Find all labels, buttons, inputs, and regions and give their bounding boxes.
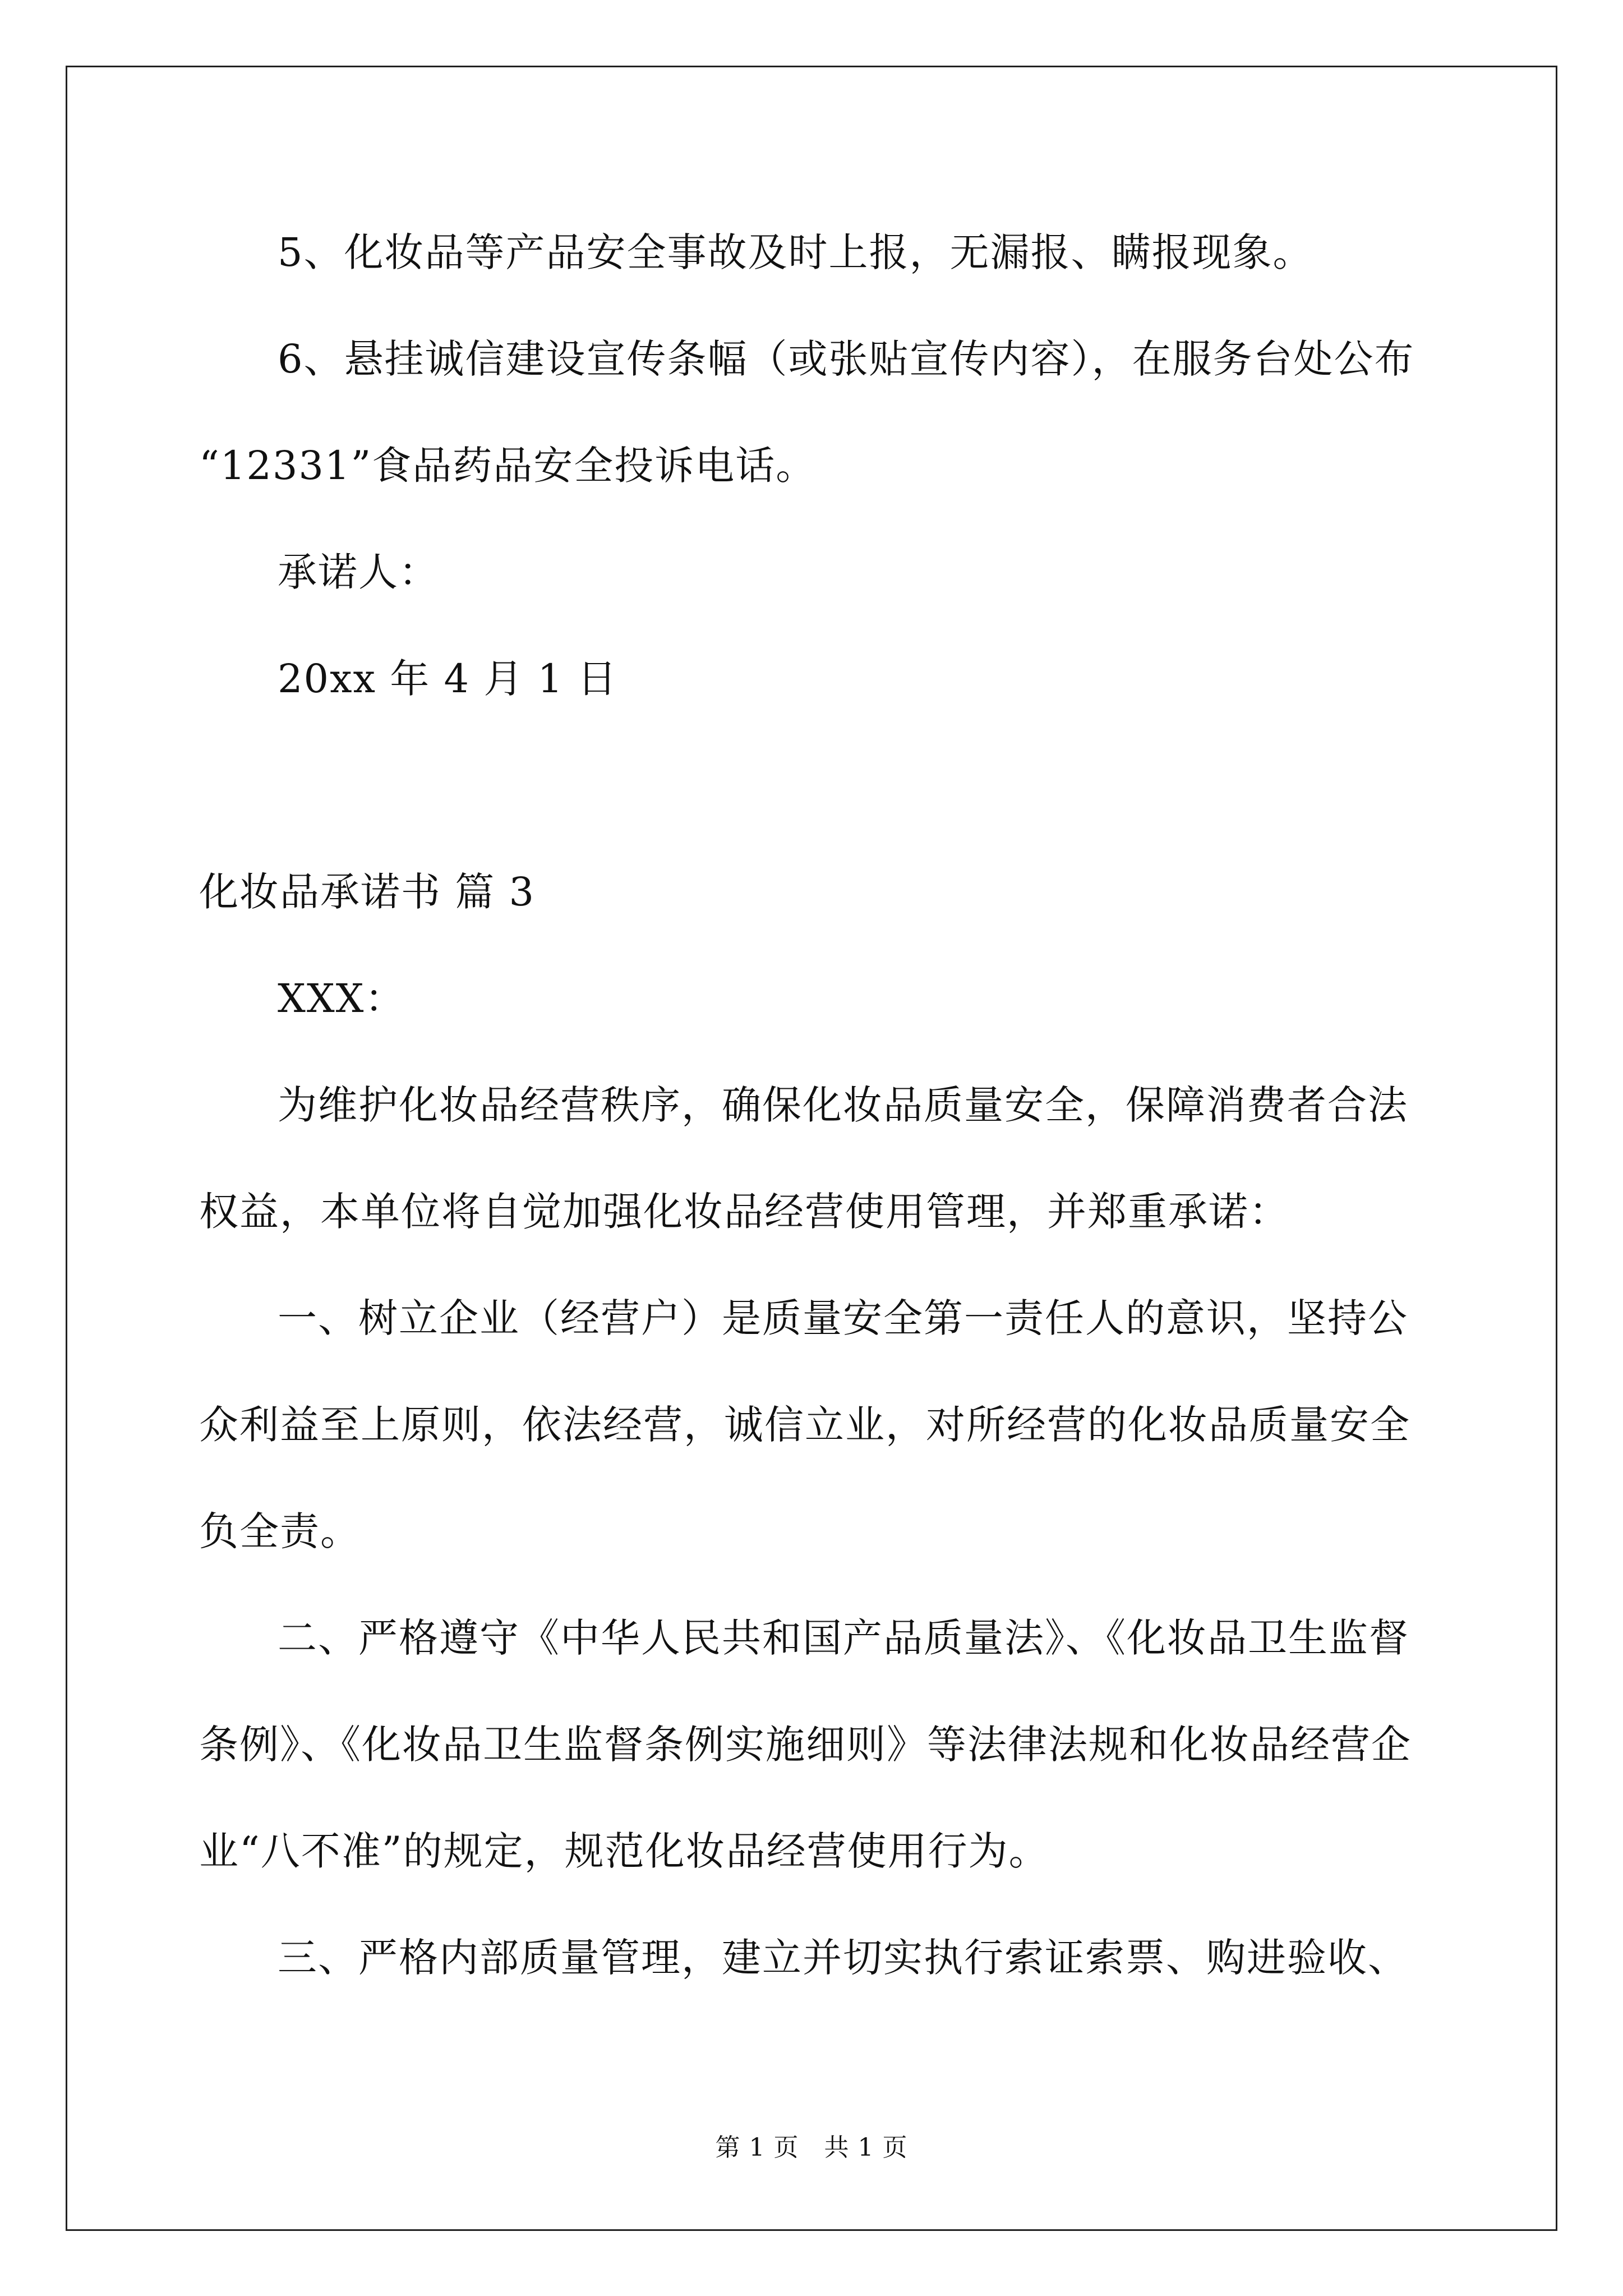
item-2-line-1: 二、严格遵守《中华人民共和国产品质量法》、《化妆品卫生监督 xyxy=(278,1615,1409,1661)
item-2-line-2: 条例》、《化妆品卫生监督条例实施细则》等法律法规和化妆品经营企 xyxy=(199,1722,1412,1768)
item-1-line-3: 负全责。 xyxy=(199,1508,361,1554)
signer-label: 承诺人： xyxy=(278,549,439,595)
item-1-line-2: 众利益至上原则，依法经营，诚信立业，对所经营的化妆品质量安全 xyxy=(199,1402,1410,1448)
salutation: XXX： xyxy=(278,976,405,1022)
item-1-line-1: 一、树立企业（经营户）是质量安全第一责任人的意识，坚持公 xyxy=(278,1295,1408,1341)
page-border xyxy=(66,66,1557,2231)
section-title: 化妆品承诺书 篇 3 xyxy=(199,869,536,915)
intro-line-2: 权益，本单位将自觉加强化妆品经营使用管理，并郑重承诺： xyxy=(199,1189,1289,1235)
paragraph-item-5: 5、化妆品等产品安全事故及时上报，无漏报、瞒报现象。 xyxy=(278,229,1313,275)
item-2-line-3: 业“八不准”的规定，规范化妆品经营使用行为。 xyxy=(199,1828,1049,1874)
signature-date: 20xx 年 4 月 1 日 xyxy=(278,656,618,702)
page-footer: 第 1 页 共 1 页 xyxy=(715,2133,908,2162)
item-3-line-1: 三、严格内部质量管理，建立并切实执行索证索票、购进验收、 xyxy=(278,1935,1408,1981)
paragraph-item-6-line-2: “12331”食品药品安全投诉电话。 xyxy=(199,443,817,489)
paragraph-item-6-line-1: 6、悬挂诚信建设宣传条幅（或张贴宣传内容），在服务台处公布 xyxy=(278,336,1415,382)
intro-line-1: 为维护化妆品经营秩序，确保化妆品质量安全，保障消费者合法 xyxy=(278,1082,1408,1128)
